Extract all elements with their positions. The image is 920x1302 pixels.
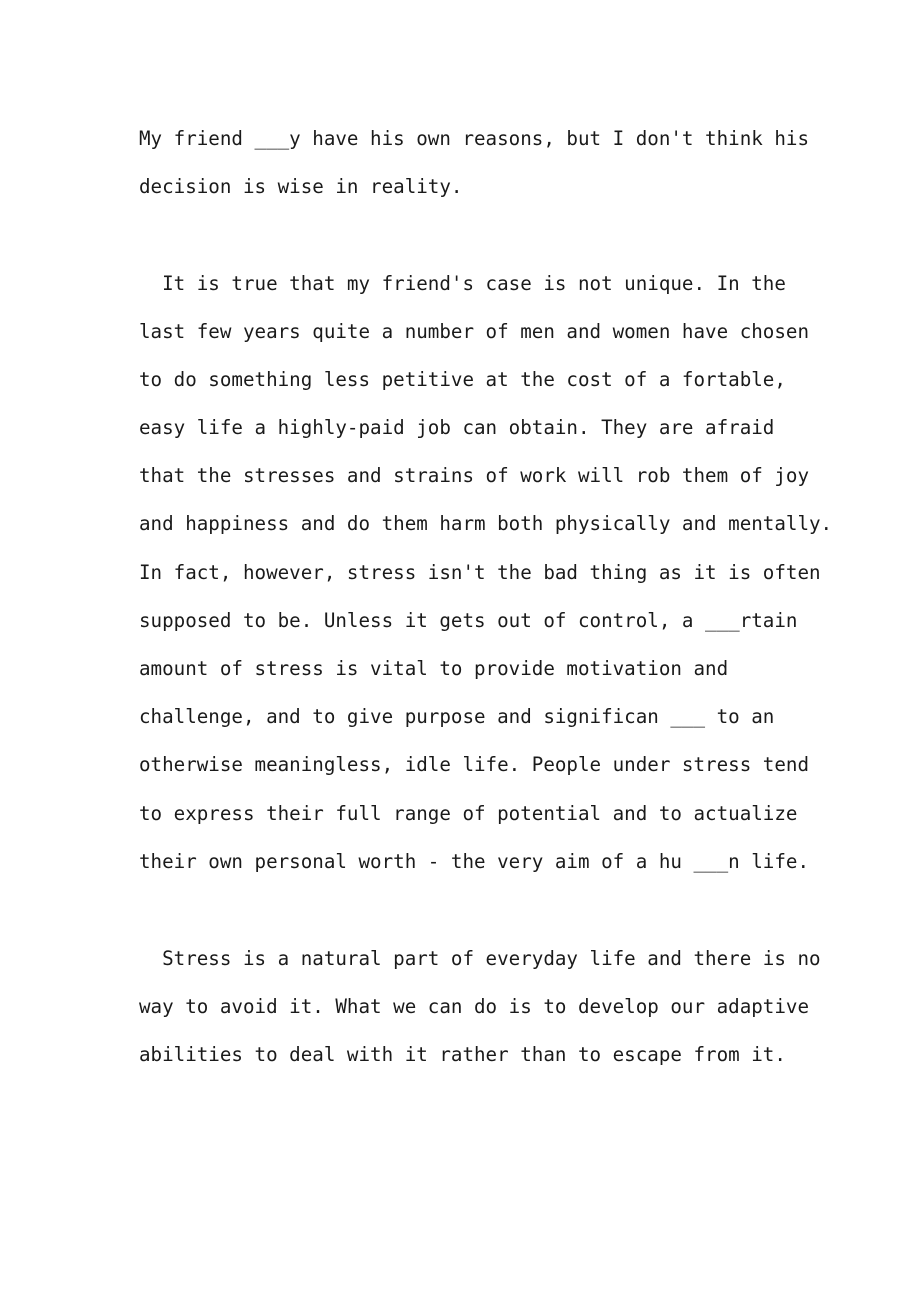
paragraph-line: to do something less petitive at the cost of a fortable, xyxy=(139,368,786,391)
paragraph-line: Stress is a natural part of everyday life and there is no xyxy=(139,947,821,970)
paragraph-line: In fact, however, stress isn't the bad thing as it is often xyxy=(139,561,821,584)
paragraph-line: last few years quite a number of men and women have chosen xyxy=(139,320,810,343)
paragraph-2 xyxy=(139,269,833,873)
paragraph-line: easy life a highly-paid job can obtain. They are afraid xyxy=(139,416,775,439)
paragraph-line: their own personal worth - the very aim of a hu ___n life. xyxy=(139,850,810,873)
paragraph-line: challenge, and to give purpose and significan ___ to an xyxy=(139,705,775,728)
paragraph-line: and happiness and do them harm both physically and mentally. xyxy=(139,512,833,535)
paragraph-line: decision is wise in reality. xyxy=(139,175,463,198)
paragraph-line: that the stresses and strains of work will rob them of joy xyxy=(139,464,810,487)
paragraph-line: to express their full range of potential and to actualize xyxy=(139,802,798,825)
paragraph-3 xyxy=(139,944,821,1066)
paragraph-line: abilities to deal with it rather than to escape from it. xyxy=(139,1043,786,1066)
paragraph-line: It is true that my friend's case is not unique. In the xyxy=(139,272,786,295)
paragraph-line: amount of stress is vital to provide motivation and xyxy=(139,657,729,680)
paragraph-1 xyxy=(139,124,810,216)
paragraph-line: supposed to be. Unless it gets out of control, a ___rtain xyxy=(139,609,798,632)
paragraph-line: way to avoid it. What we can do is to develop our adaptive xyxy=(139,995,810,1018)
paragraph-line: My friend ___y have his own reasons, but I don't think his xyxy=(139,127,810,150)
paragraph-line: otherwise meaningless, idle life. People under stress tend xyxy=(139,753,810,776)
